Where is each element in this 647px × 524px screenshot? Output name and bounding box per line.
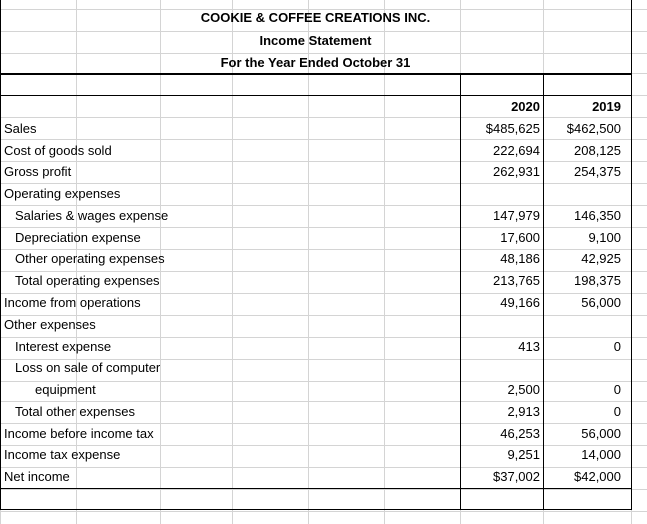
value-2019-loss-on-sale: 0 (613, 382, 621, 397)
value-2020-gross-profit: 262,931 (493, 164, 540, 179)
column-divider (460, 74, 461, 510)
value-2020-interest: 413 (518, 339, 540, 354)
value-2020-salaries: 147,979 (493, 208, 540, 223)
value-2020-total-other: 2,913 (507, 404, 540, 419)
value-2020-income-before-tax: 46,253 (500, 426, 540, 441)
value-2020-net-income: $37,002 (493, 469, 540, 484)
value-2020-other-operating: 48,186 (500, 251, 540, 266)
row-label-income-from-operations: Income from operations (4, 295, 141, 310)
column-header-2019: 2019 (592, 99, 621, 114)
value-2019-interest: 0 (613, 339, 621, 354)
row-label-depreciation: Depreciation expense (15, 230, 141, 245)
row-label-cost-of-goods-sold: Cost of goods sold (4, 143, 112, 158)
value-2020-income-from-operations: 49,166 (500, 295, 540, 310)
value-2019-cogs: 208,125 (574, 143, 621, 158)
row-label-other-expenses: Other expenses (4, 317, 96, 332)
company-name: COOKIE & COFFEE CREATIONS INC. (200, 10, 431, 25)
statement-period: For the Year Ended October 31 (220, 55, 411, 70)
value-2019-sales: $462,500 (566, 121, 621, 136)
value-2019-other-operating: 42,925 (581, 251, 621, 266)
value-2019-income-tax: 14,000 (581, 447, 621, 462)
row-label-income-tax-expense: Income tax expense (4, 447, 121, 462)
row-label-equipment: equipment (35, 382, 96, 397)
row-label-total-operating: Total operating expenses (15, 273, 160, 288)
statement-title: Income Statement (259, 33, 372, 48)
row-label-gross-profit: Gross profit (4, 164, 72, 179)
value-2019-total-operating: 198,375 (574, 273, 621, 288)
row-label-net-income: Net income (4, 469, 70, 484)
value-2019-income-from-operations: 56,000 (581, 295, 621, 310)
value-2019-depreciation: 9,100 (588, 230, 621, 245)
value-2020-income-tax: 9,251 (507, 447, 540, 462)
row-label-total-other-expenses: Total other expenses (15, 404, 135, 419)
row-label-salaries-wages: Salaries & wages expense (15, 208, 169, 223)
value-2020-loss-on-sale: 2,500 (507, 382, 540, 397)
value-2020-sales: $485,625 (485, 121, 540, 136)
row-label-income-before-tax: Income before income tax (4, 426, 154, 441)
value-2019-net-income: $42,000 (574, 469, 621, 484)
column-divider (543, 74, 544, 510)
header-divider (0, 95, 632, 96)
value-2019-salaries: 146,350 (574, 208, 621, 223)
row-label-interest-expense: Interest expense (15, 339, 112, 354)
value-2020-cogs: 222,694 (493, 143, 540, 158)
value-2019-total-other: 0 (613, 404, 621, 419)
value-2020-depreciation: 17,600 (500, 230, 540, 245)
value-2019-gross-profit: 254,375 (574, 164, 621, 179)
value-2020-total-operating: 213,765 (493, 273, 540, 288)
row-label-loss-on-sale: Loss on sale of computer (15, 360, 161, 375)
row-label-other-operating: Other operating expenses (15, 251, 165, 266)
row-label-operating-expenses: Operating expenses (4, 186, 121, 201)
value-2019-income-before-tax: 56,000 (581, 426, 621, 441)
net-income-divider (0, 488, 632, 489)
column-header-2020: 2020 (511, 99, 540, 114)
row-label-sales: Sales (4, 121, 37, 136)
